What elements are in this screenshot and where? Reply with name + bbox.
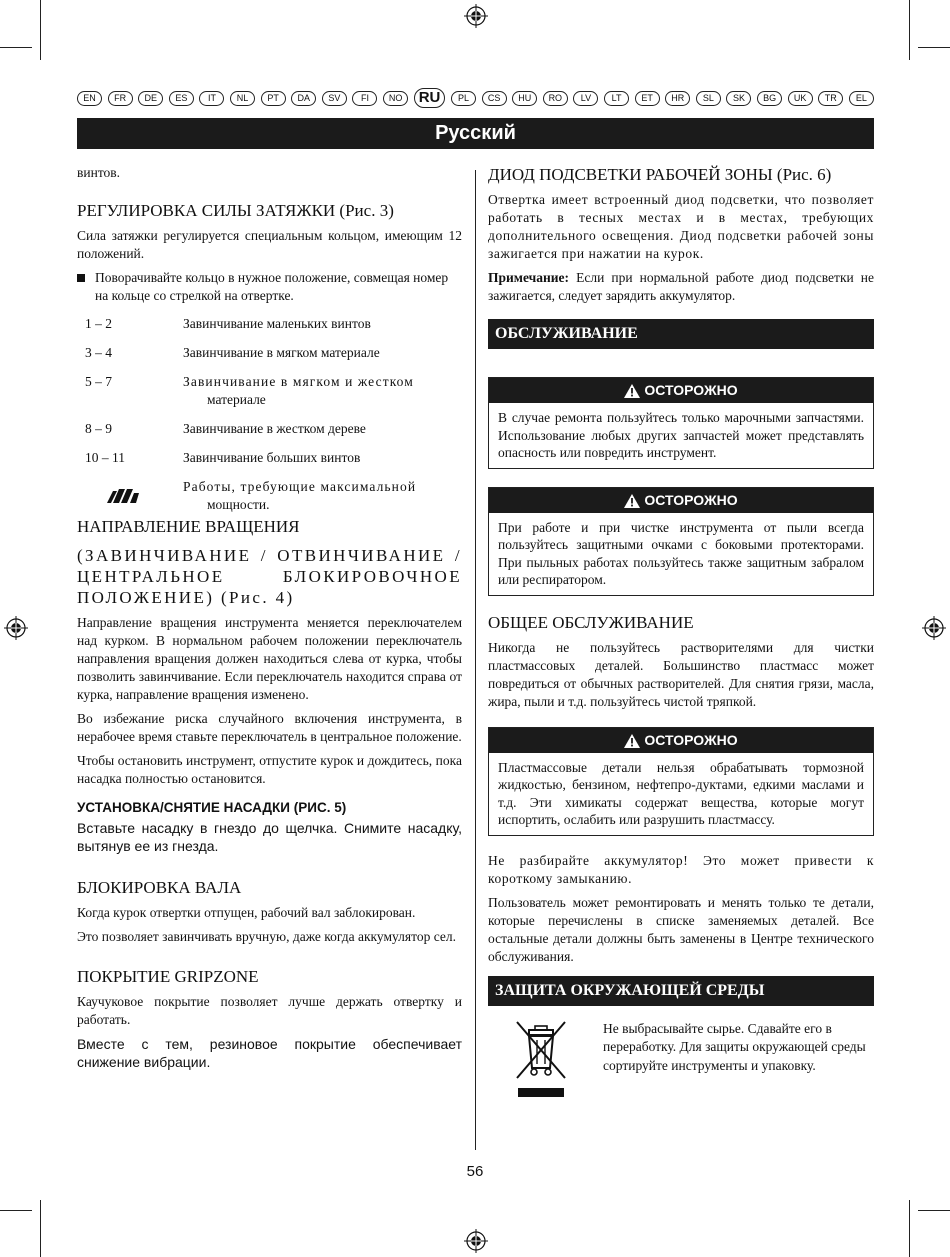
warning-box [488,487,874,596]
warning-text: При работе и при чистке инструмента от пыли всегда пользуйтесь защитными очками с боковыми протекторами. При пыльных работах пользуйтесь также защитным забралом или респиратором. [498,519,864,587]
torque-row [85,420,462,438]
torque-desc: Работы, требующие максимальной [183,479,417,494]
left-column [77,164,462,1077]
paragraph: Это позволяет завинчивать вручную, даже когда аккумулятор сел. [77,929,456,944]
torque-range: 5 – 7 [85,374,112,389]
section-heading-direction: НАПРАВЛЕНИЕ ВРАЩЕНИЯ [77,517,300,536]
language-badge: BG [757,91,782,106]
crop-mark [0,1210,32,1211]
torque-desc: Завинчивание больших винтов [183,450,361,465]
warning-triangle-icon [624,494,640,508]
language-banner: Русский [77,118,874,149]
warning-header [489,488,873,513]
paragraph: Во избежание риска случайного включения инструмента, в нерабочее время ставьте переключатель в центральное положение. [77,711,462,744]
language-badge: NL [230,91,255,106]
torque-desc-wrap [183,373,462,409]
paragraph: Направление вращения инструмента меняется переключателем над курком. В нормальном рабочем положении переключатель направления вращения должен находиться слева от курка, чтобы позволить завинчивание. Если переключатель находится справа от курка, направление вращения изменено. [77,615,462,702]
section-heading-led: ДИОД ПОДСВЕТКИ РАБОЧЕЙ ЗОНЫ (Рис. 6) [488,165,832,184]
note-text: Если при нормальной работе диод подсветки не зажигается, следует зарядить аккумулятор. [488,270,874,303]
crop-mark [0,47,32,48]
section-bar-environment: ЗАЩИТА ОКРУЖАЮЩЕЙ СРЕДЫ [488,976,874,1006]
language-badge: FI [352,91,377,106]
paragraph: винтов. [77,165,121,180]
language-badge: SL [696,91,721,106]
language-badge: LT [604,91,629,106]
registration-mark-icon [464,4,488,28]
language-badge: HR [665,91,690,106]
language-badge: FR [108,91,133,106]
crop-mark [918,47,950,48]
torque-range: 8 – 9 [85,421,112,436]
bullet-item [77,269,462,305]
language-badge: SK [726,91,751,106]
language-badge: DE [138,91,163,106]
paragraph: Вставьте насадку в гнездо до щелчка. Снимите насадку, вытянув ее из гнезда. [77,820,462,854]
torque-range: 3 – 4 [85,345,112,360]
torque-desc: Завинчивание в мягком материале [183,345,380,360]
language-badge-active: RU [414,88,446,108]
note-paragraph [488,269,874,305]
registration-mark-icon [464,1229,488,1253]
section-heading-torque: РЕГУЛИРОВКА СИЛЫ ЗАТЯЖКИ (Рис. 3) [77,201,394,220]
paragraph: Когда курок отвертки отпущен, рабочий вал заблокирован. [77,905,416,920]
language-badge: PT [261,91,286,106]
warning-text: В случае ремонта пользуйтесь только марочными запчастями. Использование любых других запчастей может представлять опасность или повредить инструмент. [498,410,864,460]
paragraph: Не разбирайте аккумулятор! Это может привести к короткому замыканию. [488,852,874,886]
language-badge: CS [482,91,507,106]
crop-mark [40,0,41,60]
crop-mark [909,0,910,60]
crop-mark [40,1200,41,1257]
paragraph: Пользователь может ремонтировать и менять только те детали, которые перечислены в списке заменяемых деталей. Все остальные детали должны быть заменены в Центре технического обслуживания. [488,894,874,964]
torque-range: 1 – 2 [85,316,112,331]
torque-row [85,449,462,467]
warning-text: Пластмассовые детали нельзя обрабатывать тормозной жидкостью, бензином, нефтепро-дуктами, едкими маслами и т.д. Эти химикаты содержат вещества, которые могут испортить, ослабить или разрушить пластмассу. [498,759,864,827]
language-badge: IT [199,91,224,106]
paragraph: Отвертка имеет встроенный диод подсветки, что позволяет работать в тесных местах и в местах, требующих дополнительного освещения. Диод подсветки рабочей зоны зажигается при нажатии на курок. [488,192,874,261]
page-number: 56 [466,1163,484,1180]
torque-row [85,344,462,362]
language-badge: TR [818,91,843,106]
bullet-text: Поворачивайте кольцо в нужное положение, совмещая номер на кольце со стрелкой на отвертке. [95,270,449,303]
column-divider [475,170,476,1150]
crossed-bin-icon [488,1020,603,1107]
warning-box [488,727,874,836]
warning-title: ОСТОРОЖНО [644,382,738,398]
section-bar-maintenance: ОБСЛУЖИВАНИЕ [488,319,874,349]
registration-mark-icon [4,616,28,640]
language-badge: EL [849,91,874,106]
section-heading-direction-sub: (ЗАВИНЧИВАНИЕ / ОТВИНЧИВАНИЕ / ЦЕНТРАЛЬНОЕ БЛОКИРОВОЧНОЕ ПОЛОЖЕНИЕ) (Рис. 4) [77,546,462,607]
warning-header [489,728,873,753]
section-heading-gripzone: ПОКРЫТИЕ GRIPZONE [77,967,259,986]
recycle-notice [488,1020,874,1107]
crop-mark [918,1210,950,1211]
warning-header [489,378,873,403]
max-torque-icon [85,478,183,514]
torque-desc-cont: материале [207,392,266,407]
warning-triangle-icon [624,384,640,398]
section-heading-bit: УСТАНОВКА/СНЯТИЕ НАСАДКИ (РИС. 5) [77,800,347,815]
paragraph: Вместе с тем, резиновое покрытие обеспечивает снижение вибрации. [77,1036,462,1070]
recycle-text: Не выбрасывайте сырье. Сдавайте его в переработку. Для защиты окружающей среды сортируйте инструменты и упаковку. [603,1020,866,1073]
torque-desc: Завинчивание в мягком и жестком [183,374,414,389]
warning-title: ОСТОРОЖНО [644,491,738,508]
language-badge: LV [573,91,598,106]
language-bar [77,88,874,108]
language-badge: EN [77,91,102,106]
registration-mark-icon [922,616,946,640]
warning-triangle-icon [624,734,640,748]
torque-table [77,315,462,514]
crop-mark [909,1200,910,1257]
note-label: Примечание: [488,270,570,285]
torque-range: 10 – 11 [85,450,125,465]
language-badge: DA [291,91,316,106]
language-badge: ET [635,91,660,106]
section-heading-general: ОБЩЕЕ ОБСЛУЖИВАНИЕ [488,612,694,632]
warning-box [488,377,874,469]
torque-desc-cont: мощности. [207,497,270,512]
paragraph: Сила затяжки регулируется специальным кольцом, имеющим 12 положений. [77,228,462,261]
warning-title: ОСТОРОЖНО [644,731,738,748]
torque-row [85,315,462,333]
paragraph: Никогда не пользуйтесь растворителями для чистки пластмассовых деталей. Большинство пластмасс может повредиться от обычных растворителей. Для снятия грязи, масла, жира, пыли и т.д. пользуйтесь чистой тряпкой. [488,639,874,709]
language-badge: SV [322,91,347,106]
torque-desc: Завинчивание в жестком дереве [183,421,366,436]
language-badge: ES [169,91,194,106]
language-badge: UK [788,91,813,106]
paragraph: Чтобы остановить инструмент, отпустите курок и дождитесь, пока насадка полностью остановится. [77,753,462,786]
right-column [488,164,874,1107]
language-badge: NO [383,91,408,106]
section-heading-shaft-lock: БЛОКИРОВКА ВАЛА [77,878,242,897]
language-badge: PL [451,91,476,106]
language-badge: HU [512,91,537,106]
bullet-square-icon [77,274,85,282]
torque-row [85,373,462,409]
language-badge: RO [543,91,568,106]
paragraph: Каучуковое покрытие позволяет лучше держать отвертку и работать. [77,994,462,1027]
torque-desc: Завинчивание маленьких винтов [183,316,371,331]
torque-row [85,478,462,514]
torque-desc-wrap [183,478,462,514]
